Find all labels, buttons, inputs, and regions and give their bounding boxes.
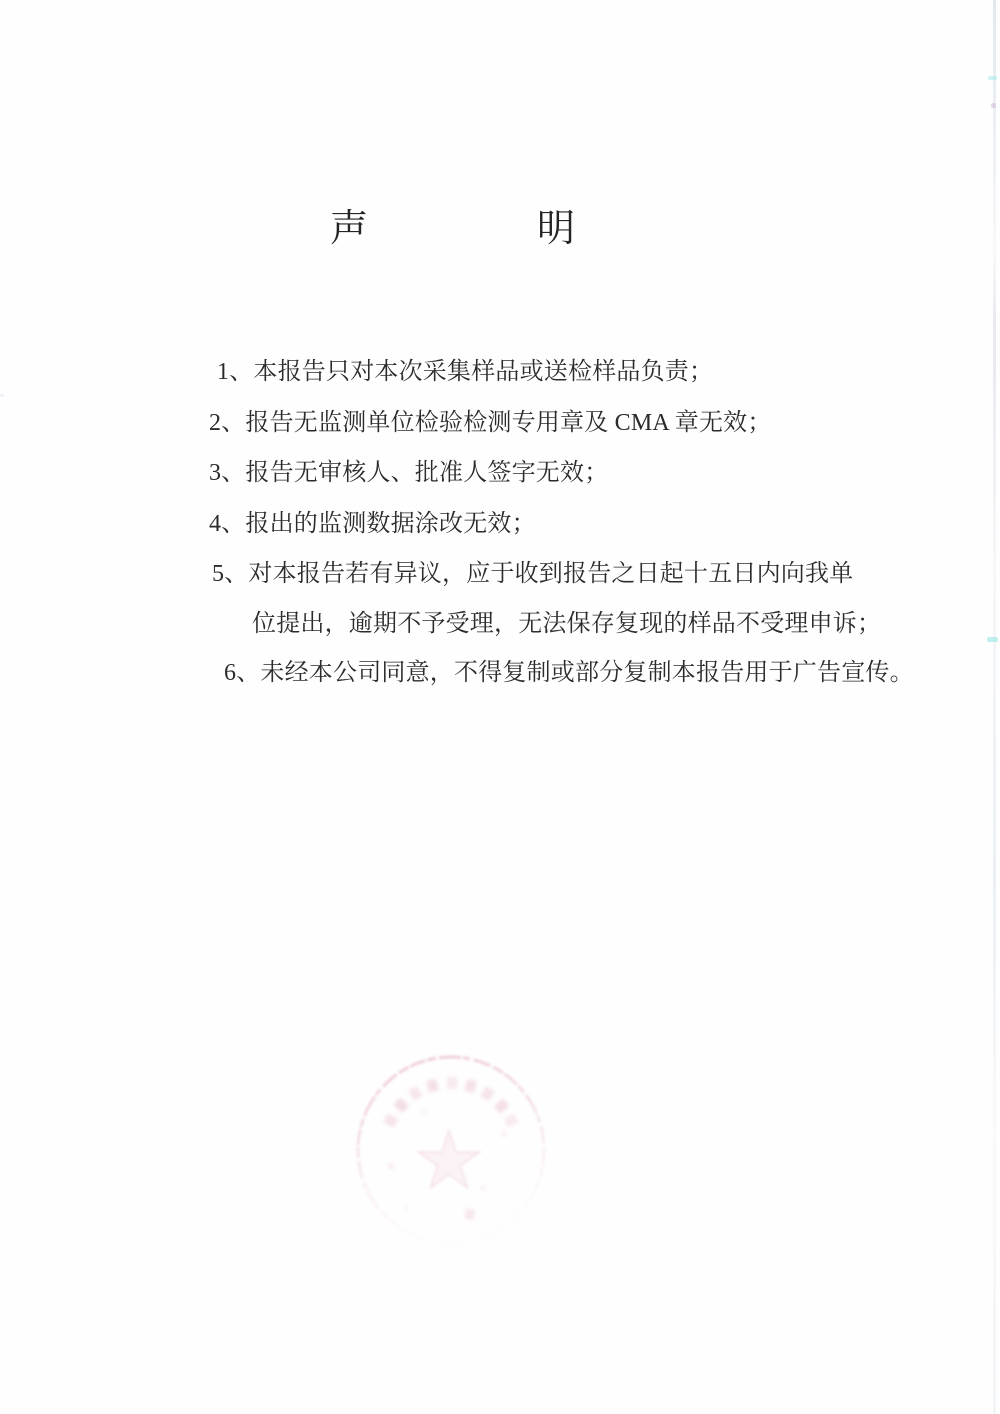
scan-artifact-speck <box>987 637 998 642</box>
statement-item-2 <box>209 408 772 438</box>
statement-item-5 <box>212 559 853 589</box>
item-text: 报出的监测数据涂改无效； <box>245 511 536 537</box>
scan-artifact-speck <box>991 103 996 108</box>
item-text: 未经本公司同意，不得复制或部分复制本报告用于广告宣传。 <box>260 660 914 686</box>
item-text: 对本报告若有异议，应于收到报告之日起十五日内向我单 <box>248 561 854 587</box>
scan-artifact-right-edge <box>993 0 996 1414</box>
company-seal-stamp-icon <box>346 1048 556 1258</box>
item-text: 报告无审核人、批准人签字无效； <box>245 460 609 486</box>
statement-item-3 <box>209 458 608 488</box>
item-number: 3、 <box>209 460 246 486</box>
seal-star-icon <box>418 1130 479 1188</box>
item-number: 4、 <box>209 511 246 537</box>
scan-artifact-speck <box>0 394 4 397</box>
statement-item-1 <box>217 357 713 387</box>
scan-artifact-speck <box>988 76 997 80</box>
item-number: 6、 <box>224 660 261 686</box>
item-text: 报告无监测单位检验检测专用章及 CMA 章无效； <box>245 410 772 436</box>
item-number: 2、 <box>209 410 246 436</box>
item-text: 位提出，逾期不予受理，无法保存复现的样品不受理申诉； <box>252 611 882 637</box>
page-title: 声明 <box>330 208 745 250</box>
item-number: 5、 <box>212 561 249 587</box>
statement-item-4 <box>209 509 536 539</box>
statement-item-5-continued <box>252 609 881 639</box>
item-number: 1、 <box>217 359 254 385</box>
statement-item-6 <box>224 658 914 688</box>
item-text: 本报告只对本次采集样品或送检样品负责； <box>253 359 714 385</box>
